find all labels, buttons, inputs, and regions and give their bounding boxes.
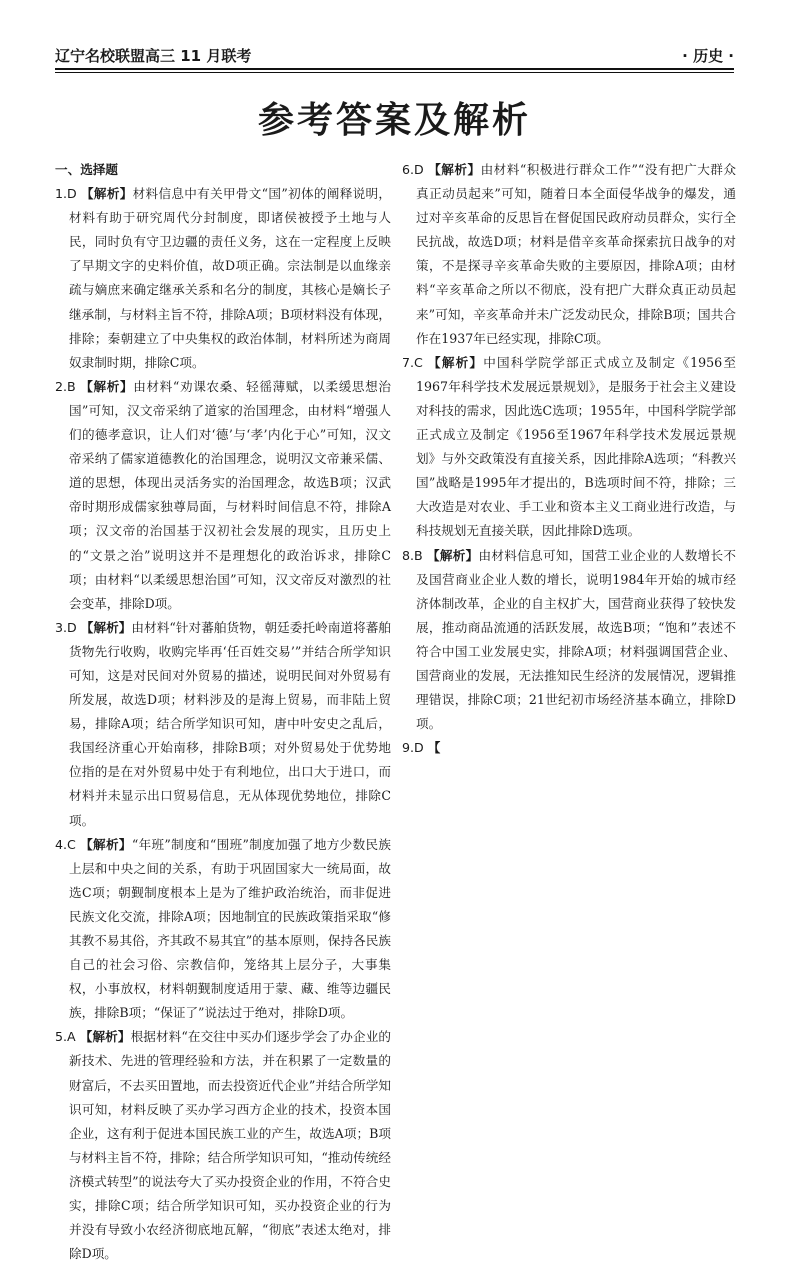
answer-item-2 (55, 375, 391, 616)
page-title: 参考答案及解析 (257, 100, 531, 141)
header-rule (55, 68, 734, 70)
analysis-tag: 【解析】 (80, 836, 132, 852)
analysis-tag: 【解析】 (80, 378, 134, 394)
answer-text: 由材料信息可知，国营工业企业的人数增长不及国营商业企业人数的增长，说明1984年开始的城市经济体制改革，企业的自主权扩大，国营商业获得了较快发展，推动商品流通的活跃发展，故选B项；“饱和”表述不符合中国工业发展史实，排除A项；材料强调国营企业、国营商业的发展，无法推知民生经济的发展情况，逻辑推理错误，排除C项；21世纪初市场经济基本确立，排除D项。 (416, 547, 737, 732)
analysis-tag: 【解析】 (81, 186, 133, 202)
answer-number: 9.D (402, 740, 424, 756)
answer-text: 由材料“积极进行群众工作”“没有把广大群众真正动员起来”可知，随着日本全面侵华战争的爆发，通过对辛亥革命的反思旨在督促国民政府动员群众，实行全民抗战，故选D项；材料是借辛亥革命探索抗日战争的对策，不是探寻辛亥革命失败的主要原因，排除A项；由材料“辛亥革命之所以不彻底，没有把广大群众真正动员起来”可知，辛亥革命并未广泛发动民众，排除B项；国共合作在1937年已经实现，排除C项。 (416, 162, 736, 346)
answer-number: 7.C (402, 354, 423, 370)
analysis-tag: 【解析】 (428, 354, 484, 370)
answer-text: 材料信息中有关甲骨文“国”初体的阐释说明，材料有助于研究周代分封制度，即诸侯被授予土地与人民，同时负有守卫边疆的责任义务，这在一定程度上反映了早期文字的史料价值，故D项正确。宗法制是以血缘亲疏与嫡庶来确定继承关系和名分的制度，其核心是嫡长子继承制，与材料主旨不符，排除A项；B项材料没有体现，排除；秦朝建立了中央集权的政治体制，材料所述为商周奴隶制时期，排除C项。 (69, 186, 391, 370)
answer-number: 4.C (55, 836, 76, 852)
answer-item-5 (55, 1025, 391, 1266)
section-heading: 一、选择题 (55, 162, 118, 177)
answer-text: 根据材料“在交往中买办们逐步学会了办企业的新技术、先进的管理经验和方法，并在积累了一定数量的财富后，不去买田置地，而去投资近代企业”并结合所学知识可知，材料反映了买办学习西方企业的技术，投资本国企业，这有利于促进本国民族工业的产生，故选A项；B项与材料主旨不符，排除；结合所学知识可知，“推动传统经济模式转型”的说法夸大了买办投资企业的作用，不符合史实，排除C项；结合所学知识可知，买办投资企业的行为并没有导致小农经济彻底地瓦解，“彻底”表述太绝对，排除D项。 (69, 1029, 391, 1262)
answer-number: 8.B (402, 547, 423, 563)
answer-number: 3.D (55, 619, 77, 635)
answer-item-4 (55, 833, 391, 1026)
right-column (402, 158, 736, 760)
answer-number: 5.A (55, 1029, 76, 1045)
header-rule-thin (55, 72, 734, 73)
analysis-tag: 【解析】 (426, 547, 479, 563)
answer-item-9 (402, 736, 736, 760)
answer-item-7 (402, 351, 736, 544)
exam-name: 辽宁名校联盟高三 11 月联考 (55, 47, 252, 65)
answer-item-8 (402, 544, 736, 737)
answer-text: 中国科学院学部正式成立及制定《1956至1967年科学技术发展远景规划》，是服务于社会主义建设对科技的需求，因此选C选项；1955年，中国科学院学部正式成立及制定《1956至1967年科学技术发展远景规划》与外交政策没有直接关系，因此排除A选项；“科教兴国”战略是1995年才提出的，B选项时间不符，排除；三大改造是对农业、手工业和资本主义工商业进行改造，与科技规划无直接关联，因此排除D选项。 (416, 354, 736, 539)
answer-number: 1.D (55, 186, 77, 202)
analysis-tag: 【解析】 (80, 619, 132, 635)
answer-item-6 (402, 158, 736, 351)
answer-text: 由材料“针对蕃舶货物，朝廷委托岭南道将蕃舶货物先行收购，收购完毕再‘任百姓交易’”并结合所学知识可知，这是对民间对外贸易的描述，说明民间对外贸易有所发展，故选D项；材料涉及的是海上贸易，而非陆上贸易，排除A项；结合所学知识可知，唐中叶安史之乱后，我国经济重心开始南移，排除B项；对外贸易处于优势地位指的是在对外贸易中处于有利地位，出口大于进口，而材料并未显示出口贸易信息，无从体现优势地位，排除C项。 (69, 619, 391, 828)
analysis-tag: 【 (427, 740, 441, 756)
answer-item-3 (55, 616, 391, 833)
answer-number: 6.D (402, 162, 424, 177)
left-column (55, 158, 391, 1266)
answer-text: “年班”制度和“围班”制度加强了地方少数民族上层和中央之间的关系，有助于巩固国家大一统局面，故选C项；朝觐制度根本上是为了维护政治统治，而非促进民族文化交流，排除A项；因地制宜的民族政策指采取“修其教不易其俗，齐其政不易其宜”的基本原则，保持各民族自己的社会习俗、宗教信仰，笼络其上层分子，大事集权，小事放权，材料朝觐制度适用于蒙、藏、维等边疆民族，排除B项；“保证了”说法过于绝对，排除D项。 (69, 836, 391, 1021)
answer-text: 由材料“劝课农桑、轻徭薄赋，以柔缓思想治国”可知，汉文帝采纳了道家的治国理念，由材料“增强人们的德孝意识，让人们对‘德’与‘孝’内化于心”可知，汉文帝采纳了儒家道德教化的治国理念，说明汉文帝兼采儒、道的思想，体现出灵活务实的治国理念，故选B项；汉武帝时期形成儒家独尊局面，与材料时间信息不符，排除A项；汉文帝的治国基于汉初社会发展的现实，且历史上的“文景之治”说明这并不是理想化的政治诉求，排除C项；由材料“以柔缓思想治国”可知，汉文帝反对激烈的社会变革，排除D项。 (69, 378, 391, 611)
page-header (55, 40, 734, 66)
answer-item-1 (55, 182, 391, 375)
analysis-tag: 【解析】 (428, 162, 481, 177)
analysis-tag: 【解析】 (79, 1029, 131, 1045)
subject-label: · 历史 · (682, 47, 734, 65)
answer-number: 2.B (55, 378, 76, 394)
